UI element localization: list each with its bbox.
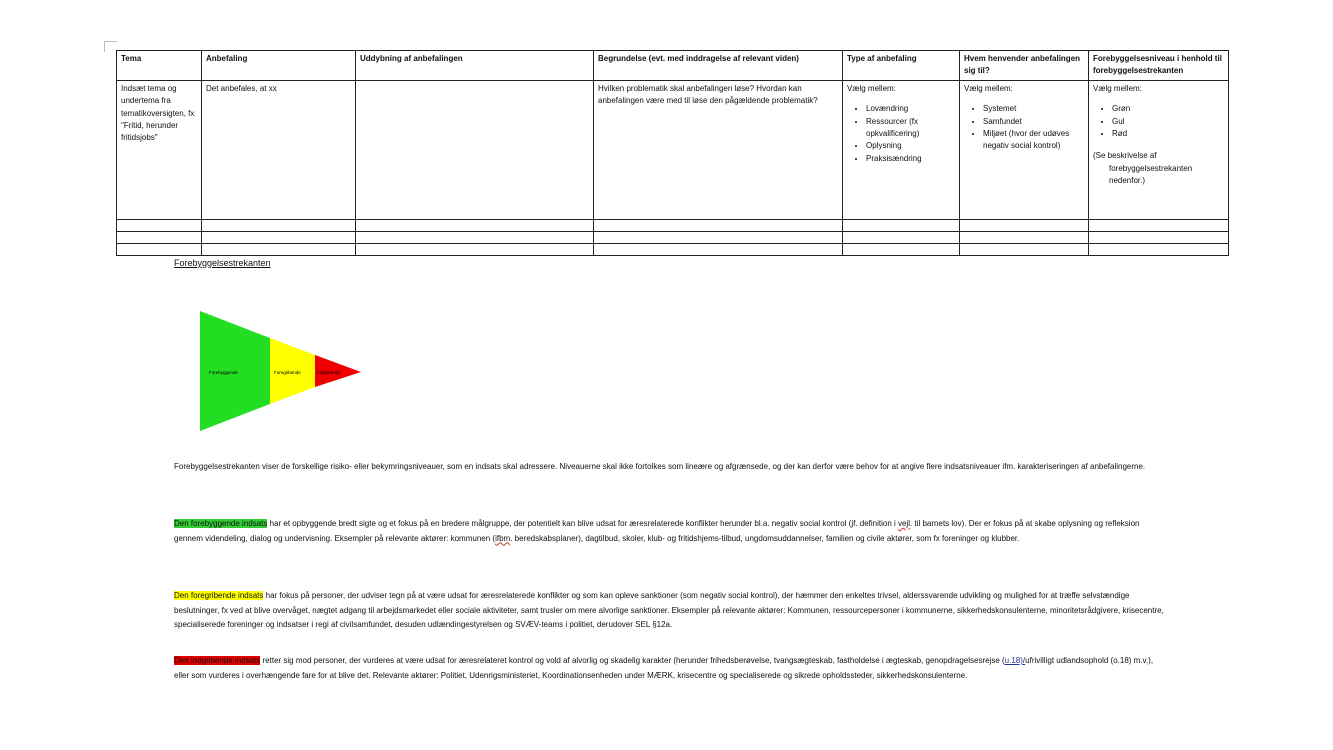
niveau-note-start: (Se beskrivelse af: [1093, 151, 1157, 161]
recommendation-table: [116, 50, 1229, 256]
empty-cell[interactable]: [356, 219, 594, 231]
yellow-level-label: Den foregribende indsats: [174, 591, 264, 600]
empty-cell[interactable]: [960, 219, 1089, 231]
table-row-empty: [117, 219, 1229, 231]
niveau-note: [1093, 150, 1224, 187]
hvem-intro: Vælg mellem:: [964, 83, 1013, 93]
intro-paragraph: Forebyggelsestrekanten viser de forskellige risiko- eller bekymringsniveauer, som en indsats skal adressere. Niveauerne skal ikke fortolkes som lineære og afgrænsede, og der kan derfor være behov for at angive flere indsatsniveauer ifm. karakteriseringen af anbefalingerne.: [174, 462, 1146, 471]
red-paragraph: [174, 654, 1164, 683]
yellow-paragraph: [174, 589, 1164, 633]
empty-cell[interactable]: [843, 219, 960, 231]
cell-hvem[interactable]: [960, 80, 1089, 219]
header-niveau: Forebyggelsesniveau i henhold til forebyggelsestrekanten: [1089, 51, 1229, 81]
green-level-label: Den forebyggende indsats: [174, 519, 268, 528]
empty-cell[interactable]: [356, 243, 594, 255]
prevention-triangle: [200, 311, 362, 433]
cell-begrundelse[interactable]: Hvilken problematik skal anbefalingen løse? Hvordan kan anbefalingen være med til løse den pågældende problematik?: [594, 80, 843, 219]
empty-cell[interactable]: [594, 219, 843, 231]
niveau-intro: Vælg mellem:: [1093, 83, 1142, 93]
header-hvem: Hvem henvender anbefalingen sig til?: [960, 51, 1089, 81]
table-header-row: [117, 51, 1229, 81]
list-item: • Praksisændring: [866, 153, 955, 165]
list-item: • Ressourcer (fx opkvalificering): [866, 116, 955, 141]
empty-cell[interactable]: [594, 243, 843, 255]
section-title: Forebyggelsestrekanten: [174, 258, 271, 268]
red-text-b: ufrivilligt udlandsophold (o.18) m.v.), eller som vurderes i overhængende fare for at blive det. Relevante aktører: Politiet, Udenrigsministeriet, Koordinationsenheden under MÆRK, krisecentre og specialiserede og sikrede opholdssteder, sikkerhedskonsulenterne.: [174, 656, 1154, 680]
green-text-b: . til barnets lov). Der er fokus på at skabe oplysning og refleksion gennem videndeling, dialog og undervisning. Eksempler på relevante aktører: kommunen (: [174, 519, 1140, 543]
empty-cell[interactable]: [202, 243, 356, 255]
list-item: • Grøn: [1112, 103, 1224, 115]
type-options-list: [847, 103, 955, 165]
table-row: [117, 80, 1229, 219]
triangle-label-red: Indgribende: [317, 370, 341, 375]
green-spell-flag-2: ifbm: [495, 533, 511, 543]
empty-cell[interactable]: [356, 231, 594, 243]
header-tema: Tema: [117, 51, 202, 81]
list-item: • Rød: [1112, 128, 1224, 140]
list-item: • Lovændring: [866, 103, 955, 115]
empty-cell[interactable]: [1089, 231, 1229, 243]
cell-uddybning[interactable]: [356, 80, 594, 219]
empty-cell[interactable]: [960, 243, 1089, 255]
green-text-a: har et opbyggende bredt sigte og et fokus på en bredere målgruppe, der potentielt kan blive udsat for æresrelaterede konflikter herunder bl.a. negativ social kontrol (jf. definition i: [267, 519, 899, 528]
green-paragraph: [174, 517, 1164, 546]
list-item: • Oplysning: [866, 140, 955, 152]
empty-cell[interactable]: [1089, 219, 1229, 231]
empty-cell[interactable]: [117, 243, 202, 255]
empty-cell[interactable]: [843, 243, 960, 255]
empty-cell[interactable]: [117, 219, 202, 231]
empty-cell[interactable]: [202, 231, 356, 243]
list-item: • Gul: [1112, 116, 1224, 128]
empty-cell[interactable]: [117, 231, 202, 243]
empty-cell[interactable]: [594, 231, 843, 243]
cell-type[interactable]: [843, 80, 960, 219]
header-type: Type af anbefaling: [843, 51, 960, 81]
cell-anbefaling[interactable]: Det anbefales, at xx: [202, 80, 356, 219]
red-text-a: retter sig mod personer, der vurderes at være udsat for æresrelateret kontrol og vold af alvorlig og skadelig karakter (herunder frihedsberøvelse, tvangsægteskab, fastholdelse i ægteskab, genopdragelsesrejse (: [260, 656, 1005, 665]
table-row-empty: [117, 231, 1229, 243]
green-text-c: . beredskabsplaner), dagtilbud, skoler, klub- og fritidshjems-tilbud, ungdomsuddannelser, familien og civile aktører, som fx foreninger og klubber.: [510, 533, 1020, 543]
red-level-label: Den indgribende indsats: [174, 656, 261, 665]
yellow-text: har fokus på personer, der udviser tegn på at være udsat for æresrelaterede konflikter og som kan opleve sanktioner (som negativ social kontrol), der hæmmer den enkeltes trivsel, alderssvarende udvikling og mulighed for at træffe selvstændige beslutninger, fx ved at blive overvåget, nægtet adgang til arbejdsmarkedet eller sociale aktiviteter, samt trusler om mere alvorlige sanktioner. Eksempler på relevante aktører: Kommunen, ressourcepersoner i kommunerne, sikkerhedskonsulenterne, minoritetsrådgivere, krisecentre, specialiserede foreninger og indsatser i regi af civilsamfundet, desuden udlændingestyrelsen og SVÆV-teams i politiet, derudover SEL §12a.: [174, 591, 1164, 629]
red-link-text[interactable]: u.18)/: [1004, 656, 1026, 665]
table-row-empty: [117, 243, 1229, 255]
empty-cell[interactable]: [1089, 243, 1229, 255]
empty-cell[interactable]: [960, 231, 1089, 243]
cell-niveau[interactable]: [1089, 80, 1229, 219]
triangle-label-green: Forebyggende: [209, 370, 239, 375]
header-anbefaling: Anbefaling: [202, 51, 356, 81]
niveau-options-list: [1093, 103, 1224, 140]
type-intro: Vælg mellem:: [847, 83, 896, 93]
header-begrundelse: Begrundelse (evt. med inddragelse af relevant viden): [594, 51, 843, 81]
hvem-options-list: [964, 103, 1084, 153]
cell-tema[interactable]: Indsæt tema og undertema fra tematikoversigten, fx "Fritid, herunder fritidsjobs": [117, 80, 202, 219]
list-item: • Systemet: [983, 103, 1084, 115]
green-spell-flag-1: vejl: [898, 519, 911, 528]
list-item: • Miljøet (hvor der udøves negativ social kontrol): [983, 128, 1084, 153]
empty-cell[interactable]: [843, 231, 960, 243]
niveau-note-rest: forebyggelsestrekanten nedenfor.): [1109, 163, 1193, 186]
header-uddybning: Uddybning af anbefalingen: [356, 51, 594, 81]
triangle-label-yellow: Foregribende: [274, 370, 301, 375]
empty-cell[interactable]: [202, 219, 356, 231]
list-item: • Samfundet: [983, 116, 1084, 128]
